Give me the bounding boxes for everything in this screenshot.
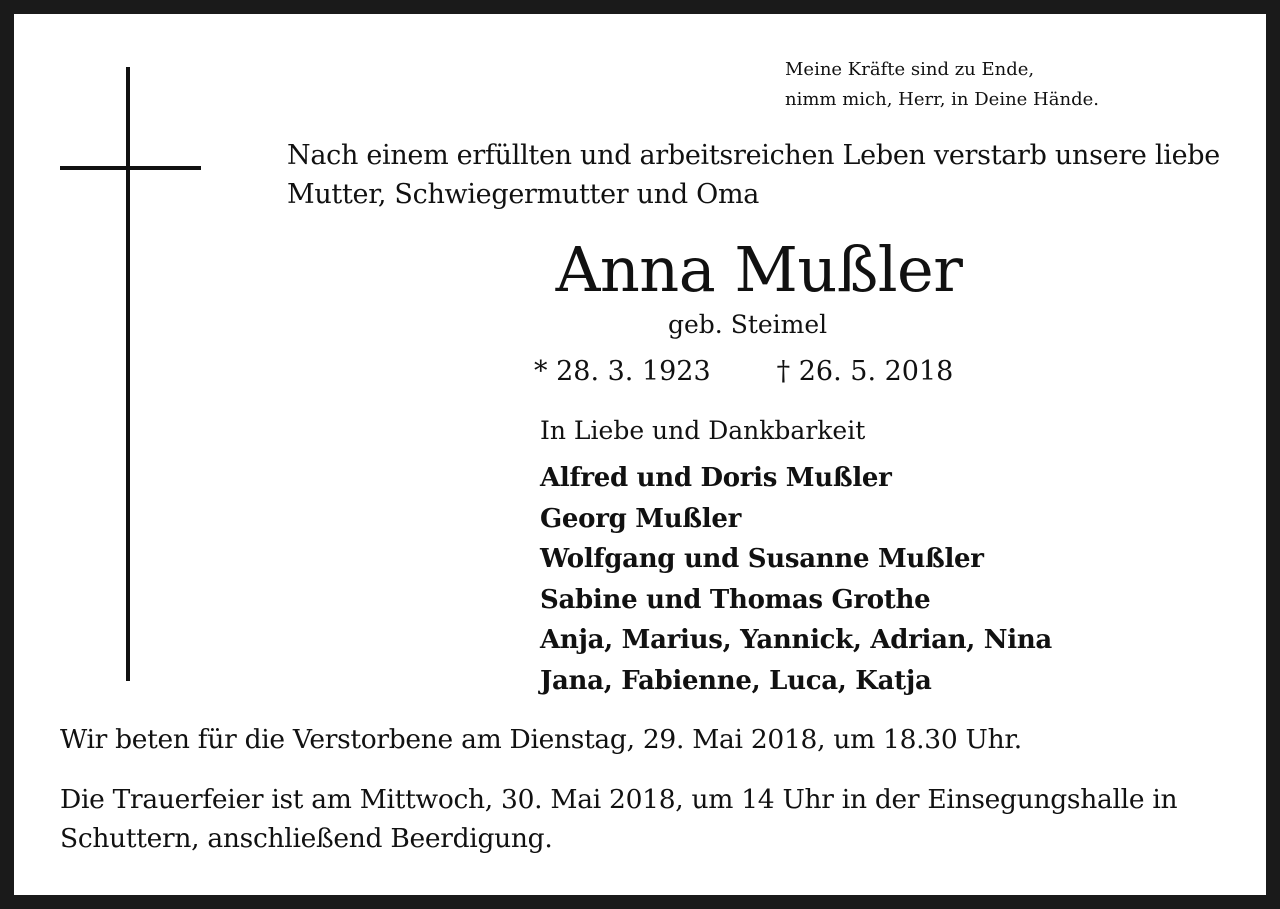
mourner-item: Sabine und Thomas Grothe bbox=[540, 584, 931, 615]
intro-line-1: Nach einem erfüllten und arbeitsreichen Leben verstarb unsere liebe bbox=[287, 140, 1220, 171]
funeral-line-1: Die Trauerfeier ist am Mittwoch, 30. Mai 2018, um 14 Uhr in der Einsegungshalle in bbox=[60, 784, 1178, 815]
mourner-item: Wolfgang und Susanne Mußler bbox=[540, 544, 984, 574]
maiden-name: geb. Steimel bbox=[668, 310, 828, 339]
mourners-list bbox=[540, 458, 1052, 701]
obituary-card bbox=[14, 14, 1266, 895]
thanks-line: In Liebe und Dankbarkeit bbox=[540, 416, 866, 445]
cross-vertical-bar bbox=[126, 67, 130, 681]
life-dates bbox=[534, 354, 953, 390]
funeral-line-2: Schuttern, anschließend Beerdigung. bbox=[60, 823, 553, 854]
cross-horizontal-bar bbox=[60, 166, 201, 170]
funeral-notice bbox=[60, 780, 1177, 858]
mourner-item: Anja, Marius, Yannick, Adrian, Nina bbox=[540, 625, 1052, 655]
verse-line-2: nimm mich, Herr, in Deine Hände. bbox=[785, 89, 1099, 110]
prayer-notice: Wir beten für die Verstorbene am Dienstag, 29. Mai 2018, um 18.30 Uhr. bbox=[60, 724, 1022, 755]
verse-line-1: Meine Kräfte sind zu Ende, bbox=[785, 59, 1035, 80]
mourner-item: Alfred und Doris Mußler bbox=[540, 463, 892, 493]
intro-line-2: Mutter, Schwiegermutter und Oma bbox=[287, 179, 760, 210]
birth-date: * 28. 3. 1923 bbox=[534, 356, 711, 387]
mourner-item: Jana, Fabienne, Luca, Katja bbox=[540, 665, 932, 696]
verse-quote bbox=[785, 55, 1099, 115]
mourner-item: Georg Mußler bbox=[540, 503, 741, 534]
death-date: † 26. 5. 2018 bbox=[776, 356, 954, 387]
deceased-name: Anna Mußler bbox=[555, 233, 963, 306]
intro-text bbox=[287, 136, 1220, 214]
